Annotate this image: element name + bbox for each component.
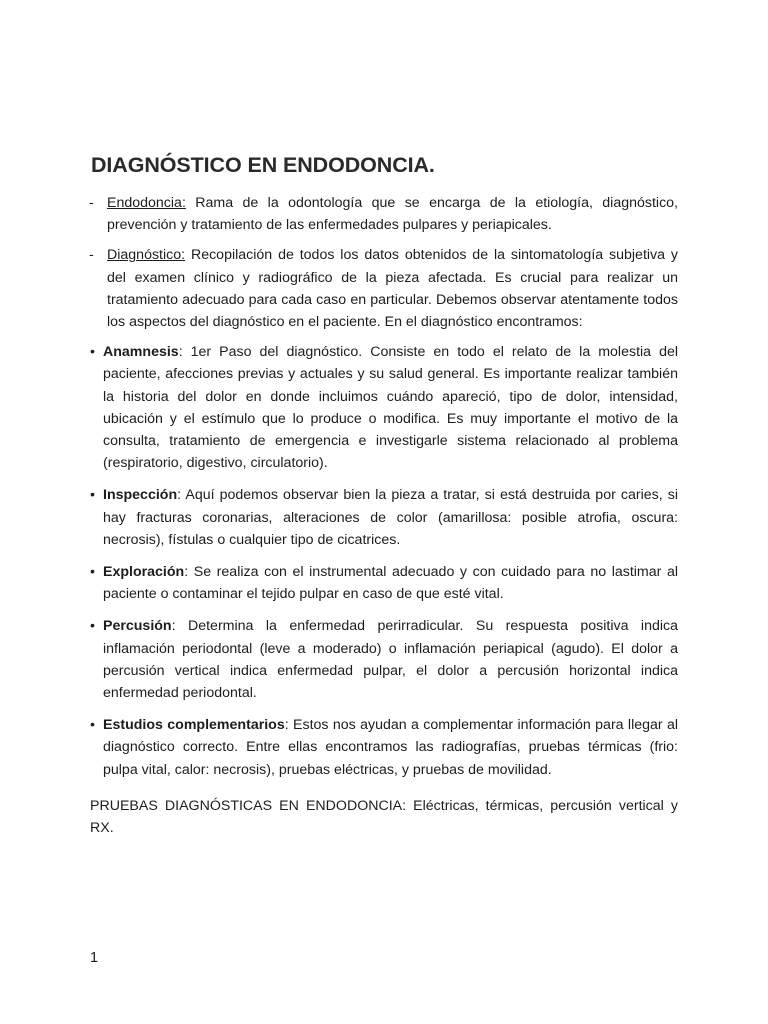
- bullet-marker: •: [90, 564, 95, 581]
- bullet-item-percusion: [0, 615, 678, 704]
- bullet-item-anamnesis: [0, 341, 678, 474]
- page-title: DIAGNÓSTICO EN ENDODONCIA.: [91, 153, 435, 177]
- page-number: 1: [90, 950, 99, 966]
- definition-text: Rama de la odontología que se encarga de la etiología, diagnóstico, prevención y tratamiento de las enfermedades pulpares y periapicales.: [107, 195, 678, 234]
- bullet-text: : Se realiza con el instrumental adecuado y con cuidado para no lastimar al paciente o contaminar el tejido pulpar en caso de que esté vital.: [103, 564, 678, 603]
- definition-item-diagnostico: [0, 244, 678, 333]
- bullet-term: Inspección: [103, 487, 178, 504]
- bullet-marker: •: [90, 344, 95, 361]
- definition-term: Endodoncia:: [107, 195, 186, 211]
- bullet-term: Estudios complementarios: [103, 717, 285, 734]
- bullet-term: Anamnesis: [103, 344, 179, 361]
- document-content: [0, 192, 768, 854]
- bullet-text: : Aquí podemos observar bien la pieza a tratar, si está destruida por caries, si hay fracturas coronarias, alteraciones de color (amarillosa: posible atrofia, oscura: necrosis), fístulas o cualquier tipo de cicatrices.: [103, 487, 678, 548]
- bullet-text: : Determina la enfermedad perirradicular. Su respuesta positiva indica inflamación periodontal (leve a moderado) o inflamación periapical (agudo). El dolor a percusión vertical indica enfermedad pulpar, el dolor a percusión horizontal indica enfermedad periodontal.: [103, 618, 678, 702]
- bullet-item-inspeccion: [0, 484, 678, 551]
- bullet-marker: •: [90, 618, 95, 635]
- bullet-term: Exploración: [103, 564, 185, 581]
- bullet-item-exploracion: [0, 561, 678, 605]
- dash-marker: -: [89, 195, 94, 211]
- bullet-item-estudios-complementarios: [0, 714, 678, 781]
- bullet-marker: •: [90, 717, 95, 734]
- definition-term: Diagnóstico:: [107, 247, 186, 264]
- bullet-marker: •: [90, 487, 95, 504]
- bullet-text: : Estos nos ayudan a complementar información para llegar al diagnóstico correcto. Entre ellas encontramos las radiografías, pruebas térmicas (frio: pulpa vital, calor: necrosis), pruebas eléctricas, y pruebas de movilidad.: [103, 717, 679, 778]
- bullet-term: Percusión: [103, 618, 172, 635]
- bullet-text: : 1er Paso del diagnóstico. Consiste en todo el relato de la molestia del paciente, afecciones previas y actuales y su salud general. Es importante realizar también la historia del dolor en donde incluimos cuándo apareció, tipo de dolor, intensidad, ubicación y el estímulo que lo produce o modifica. Es muy importante el motivo de la consulta, tratamiento de emergencia e investigarle sistema relacionado al problema (respiratorio, digestivo, circulatorio).: [103, 344, 678, 472]
- definition-text: Recopilación de todos los datos obtenidos de la sintomatología subjetiva y del examen clínico y radiográfico de la pieza afectada. Es crucial para realizar un tratamiento adecuado para cada caso en particular. Debemos observar atentamente todos los aspectos del diagnóstico en el paciente. En el diagnóstico encontramos:: [107, 247, 678, 331]
- definition-item-endodoncia: [0, 192, 678, 236]
- final-paragraph: PRUEBAS DIAGNÓSTICAS EN ENDODONCIA: Eléctricas, térmicas, percusión vertical y RX.: [90, 798, 678, 837]
- dash-marker: -: [89, 247, 94, 264]
